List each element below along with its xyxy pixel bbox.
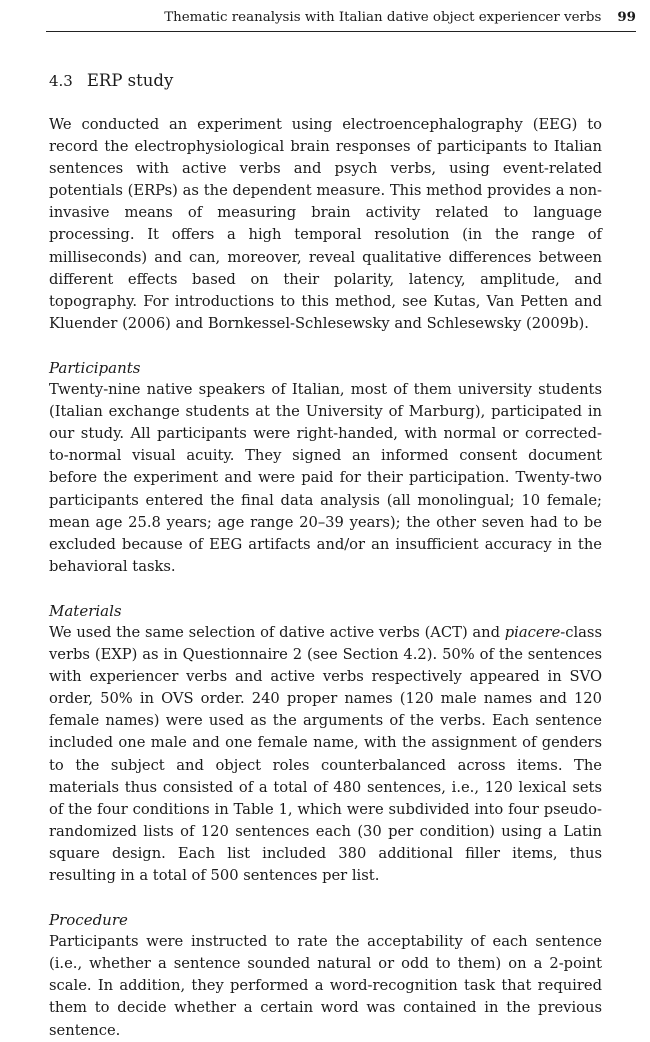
header-rule: [46, 31, 636, 32]
page-number: 99: [617, 9, 636, 25]
materials-paragraph: [49, 622, 602, 887]
intro-paragraph: We conducted an experiment using electroencephalography (EEG) to record the electrophysiological brain responses of participants to Italian sentences with active verbs and psych verbs, using event-related potentials (ERPs) as the dependent measure. This method provides a non-invasive means of measuring brain activity related to language processing. It offers a high temporal resolution (in the range of milliseconds) and can, moreover, reveal qualitative differences between different effects based on their polarity, latency, amplitude, and topography. For introductions to this method, see Kutas, Van Petten and Kluender (2006) and Bornkessel-Schlesewsky and Schlesewsky (2009b).: [49, 116, 602, 332]
piacere-term: piacere: [504, 623, 561, 641]
participants-heading: Participants: [49, 358, 141, 377]
section-title: ERP study: [86, 71, 174, 90]
running-title: Thematic reanalysis with Italian dative object experiencer verbs: [164, 10, 602, 25]
materials-heading: Materials: [49, 601, 122, 620]
section-heading: [49, 70, 602, 92]
procedure-heading: Procedure: [49, 911, 128, 930]
running-head: [46, 6, 636, 28]
page-body: [49, 70, 602, 1042]
materials-text-start: We used the same selection of dative active verbs (ACT) and: [49, 623, 505, 641]
participants-paragraph: Twenty-nine native speakers of Italian, most of them university students (Italian exchange students at the University of Marburg), participated in our study. All participants were right-handed, with normal or corrected-to-normal visual acuity. They signed an informed consent document before the experiment and were paid for their participation. Twenty-two participants entered the final data analysis (all monolingual; 10 female; mean age 25.8 years; age range 20–39 years); the other seven had to be excluded because of EEG artifacts and/or an insufficient accuracy in the behavioral tasks.: [49, 381, 602, 575]
section-number: 4.3: [49, 72, 73, 90]
procedure-paragraph: Participants were instructed to rate the acceptability of each sentence (i.e., whether a sentence sounded natural or odd to them) on a 2-point scale. In addition, they performed a word-recognition task that required them to decide whether a certain word was contained in the previous sentence.: [49, 933, 602, 1039]
materials-text-rest: -class verbs (EXP) as in Questionnaire 2 (see Section 4.2). 50% of the sentences with experiencer verbs and active verbs respectively appeared in SVO order, 50% in OVS order. 240 proper names (120 male names and 120 female names) were used as the arguments of the verbs. Each sentence included one male and one female name, with the assignment of genders to the subject and object roles counterbalanced across items. The materials thus consisted of a total of 480 sentences, i.e., 120 lexical sets of the four conditions in Table 1, which were subdivided into four pseudo-randomized lists of 120 sentences each (30 per condition) using a Latin square design. Each list included 380 additional filler items, thus resulting in a total of 500 sentences per list.: [49, 623, 602, 884]
